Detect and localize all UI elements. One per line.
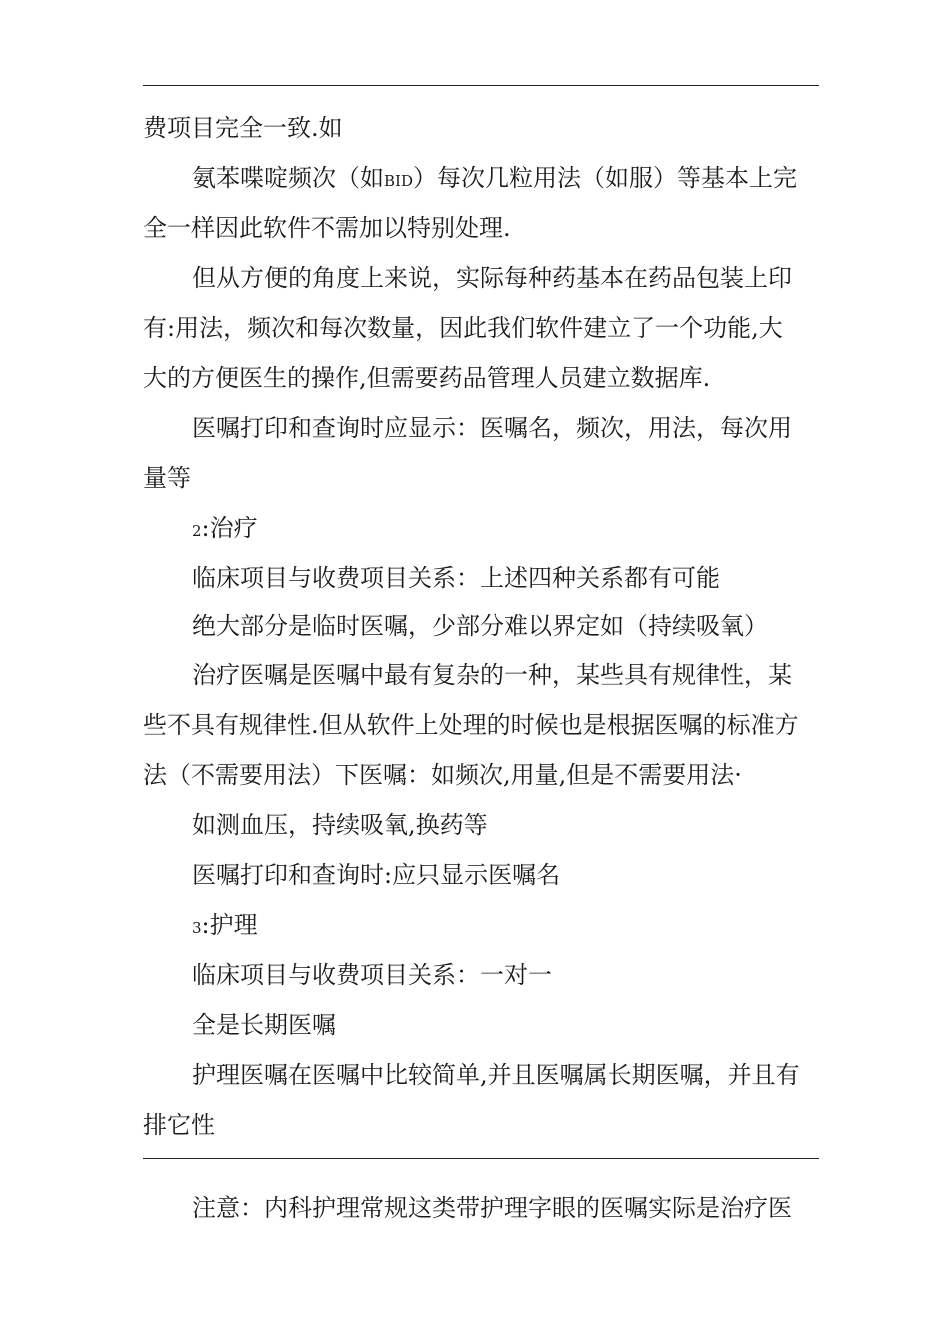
text-line: 全是长期医嘱 bbox=[192, 1011, 336, 1039]
text-line: 量等 bbox=[143, 464, 191, 492]
text-span: :护理 bbox=[201, 911, 258, 939]
text-span: BID bbox=[384, 172, 413, 190]
text-span: ）每次几粒用法（如服）等基本上完 bbox=[412, 164, 797, 192]
text-line: 护理医嘱在医嘱中比较简单,并且医嘱属长期医嘱，并且有 bbox=[192, 1061, 800, 1089]
text-line: 如测血压，持续吸氧,换药等 bbox=[192, 811, 488, 839]
text-line: 医嘱打印和查询时应显示：医嘱名，频次，用法，每次用 bbox=[192, 414, 792, 442]
text-span: 氨苯喋啶频次（如 bbox=[192, 164, 384, 192]
text-line: 排它性 bbox=[143, 1111, 215, 1139]
text-line: 有:用法，频次和每次数量，因此我们软件建立了一个功能,大 bbox=[143, 314, 783, 342]
text-line: 临床项目与收费项目关系：上述四种关系都有可能 bbox=[192, 564, 720, 592]
text-line: 大的方便医生的操作,但需要药品管理人员建立数据库. bbox=[143, 364, 711, 392]
text-line: 些不具有规律性.但从软件上处理的时候也是根据医嘱的标准方 bbox=[143, 711, 799, 739]
text-line: 临床项目与收费项目关系：一对一 bbox=[192, 961, 552, 989]
text-line: 法（不需要用法）下医嘱：如频次,用量,但是不需要用法· bbox=[143, 761, 742, 789]
section-heading bbox=[192, 513, 832, 546]
text-line: 医嘱打印和查询时:应只显示医嘱名 bbox=[192, 861, 561, 889]
text-line: 费项目完全一致.如 bbox=[143, 114, 343, 142]
text-line bbox=[192, 163, 832, 196]
bottom-rule bbox=[143, 1158, 819, 1159]
text-span: 2 bbox=[192, 522, 202, 540]
top-rule bbox=[143, 85, 819, 86]
text-span: 3 bbox=[192, 919, 202, 937]
text-line: 但从方便的角度上来说，实际每种药基本在药品包装上印 bbox=[192, 264, 792, 292]
footnote-line: 注意：内科护理常规这类带护理字眼的医嘱实际是治疗医 bbox=[192, 1194, 792, 1222]
section-heading bbox=[192, 910, 832, 943]
text-line: 治疗医嘱是医嘱中最有复杂的一种，某些具有规律性，某 bbox=[192, 661, 792, 689]
text-line: 全一样因此软件不需加以特别处理. bbox=[143, 214, 511, 242]
text-span: :治疗 bbox=[201, 514, 258, 542]
text-line: 绝大部分是临时医嘱，少部分难以界定如（持续吸氧） bbox=[192, 612, 768, 640]
